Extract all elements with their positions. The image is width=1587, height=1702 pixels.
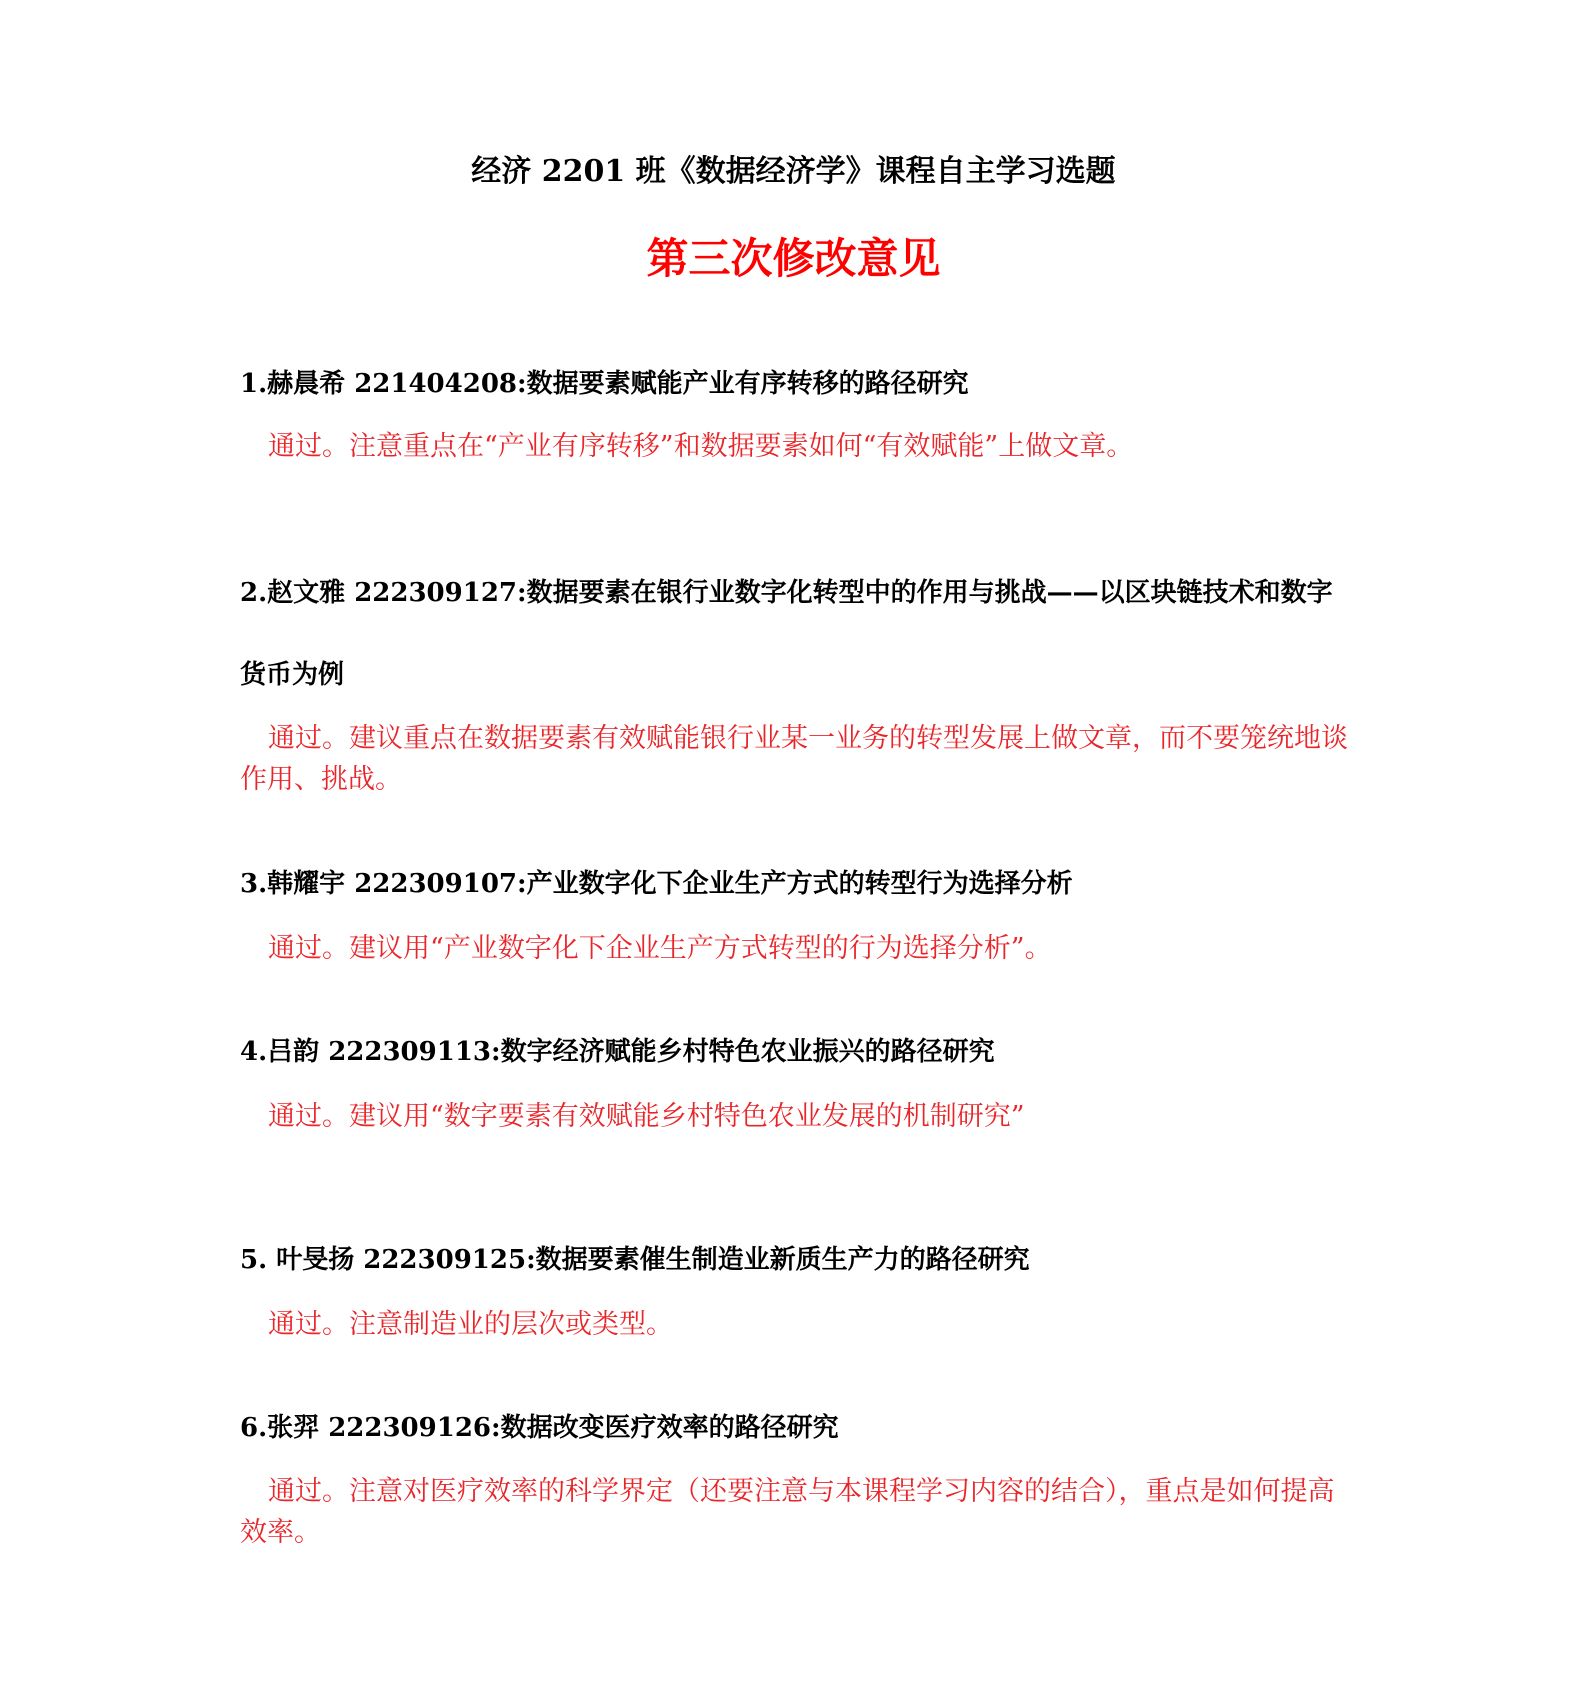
- entry-5-title: 5. 叶旻扬 222309125:数据要素催生制造业新质生产力的路径研究: [240, 1245, 1030, 1275]
- document-subtitle: 第三次修改意见: [646, 234, 941, 283]
- entry-6-comment: 通过。注意对医疗效率的科学界定（还要注意与本课程学习内容的结合），重点是如何提高效率。: [240, 1476, 1335, 1548]
- entry-2-title: 2.赵文雅 222309127:数据要素在银行业数字化转型中的作用与挑战——以区块链技术和数字货币为例: [240, 578, 1333, 690]
- entry-4-title: 4.吕韵 222309113:数字经济赋能乡村特色农业振兴的路径研究: [240, 1037, 995, 1067]
- entry-6-title: 6.张羿 222309126:数据改变医疗效率的路径研究: [240, 1413, 839, 1443]
- document-title: 经济 2201 班《数据经济学》课程自主学习选题: [471, 154, 1116, 189]
- entry-1-title: 1.赫晨希 221404208:数据要素赋能产业有序转移的路径研究: [240, 369, 969, 399]
- entry-1-comment: 通过。注意重点在“产业有序转移”和数据要素如何“有效赋能”上做文章。: [268, 431, 1134, 462]
- entry-3-comment: 通过。建议用“产业数字化下企业生产方式转型的行为选择分析”。: [268, 933, 1052, 964]
- entry-4-comment: 通过。建议用“数字要素有效赋能乡村特色农业发展的机制研究”: [268, 1101, 1025, 1132]
- entry-5-comment: 通过。注意制造业的层次或类型。: [268, 1309, 673, 1340]
- entry-2-comment: 通过。建议重点在数据要素有效赋能银行业某一业务的转型发展上做文章，而不要笼统地谈作用、挑战。: [240, 723, 1348, 795]
- entry-3-title: 3.韩耀宇 222309107:产业数字化下企业生产方式的转型行为选择分析: [240, 869, 1073, 899]
